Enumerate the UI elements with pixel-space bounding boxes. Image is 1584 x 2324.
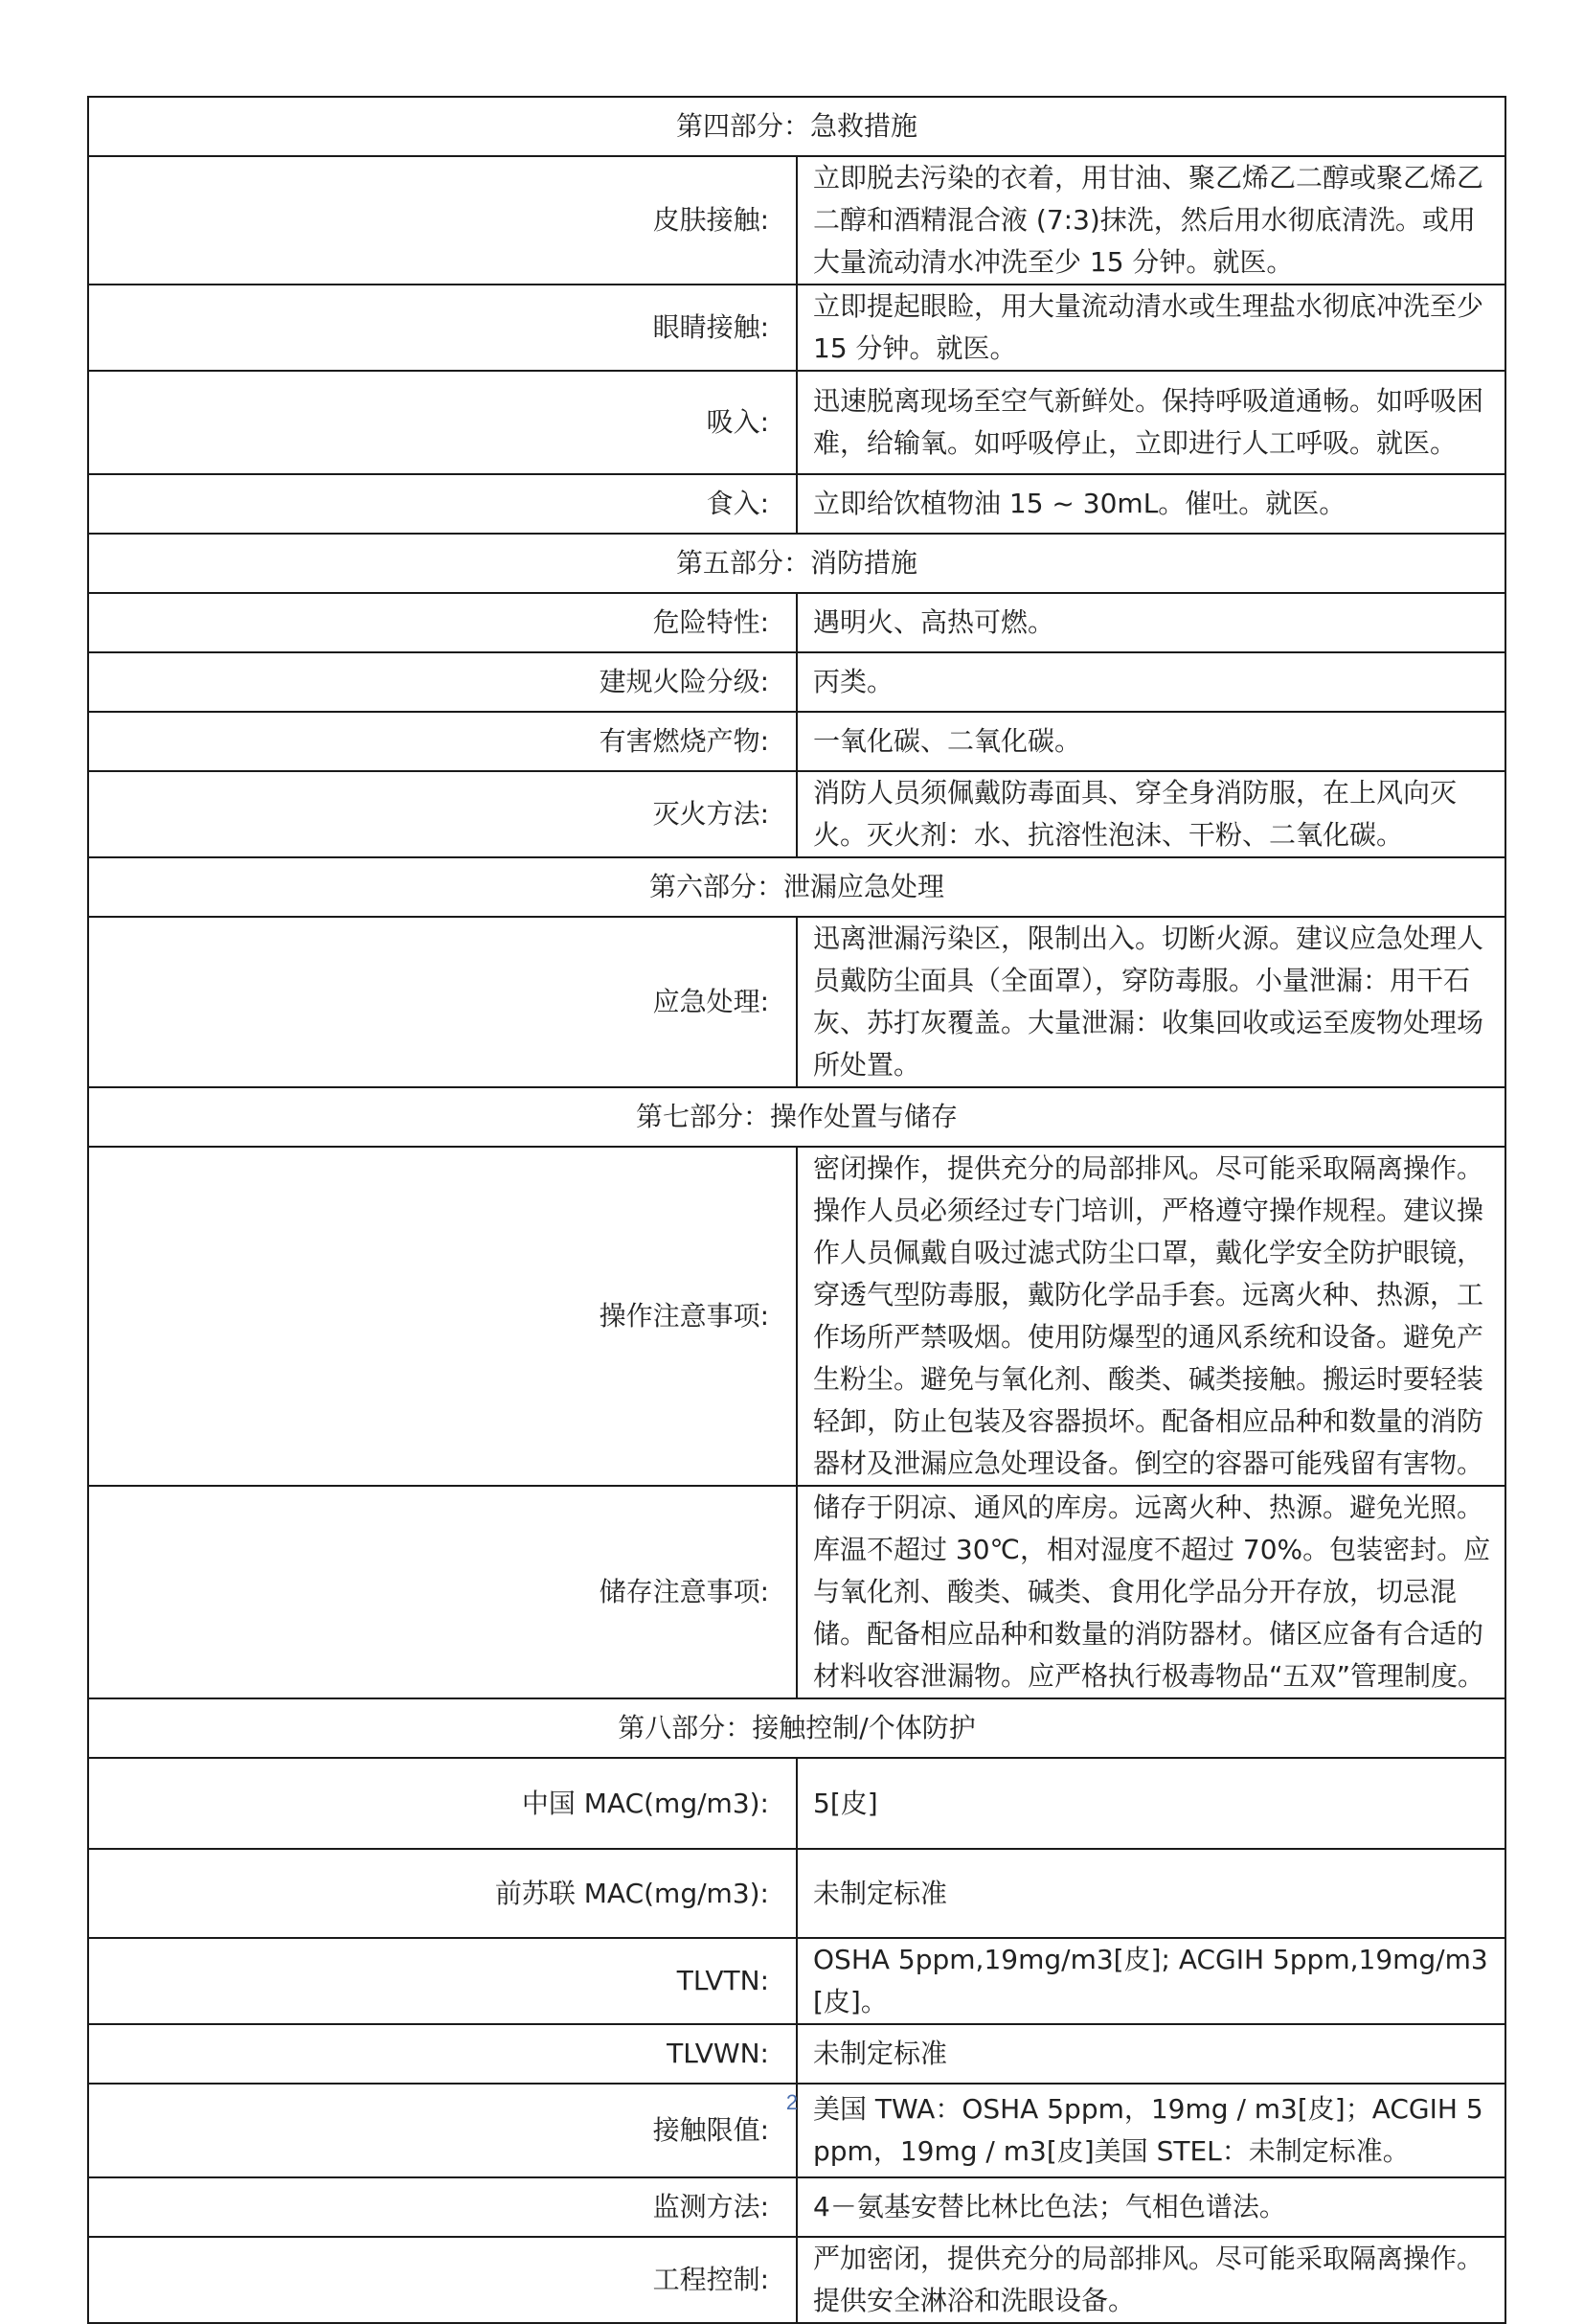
section-title: 第八部分：接触控制/个体防护	[88, 1698, 1505, 1758]
table-row	[88, 2177, 1505, 2237]
section-header-row	[88, 857, 1505, 917]
table-row	[88, 712, 1505, 771]
table-row	[88, 1147, 1505, 1486]
msds-table	[87, 96, 1506, 2324]
field-value: 丙类。	[797, 652, 1505, 712]
field-value: 未制定标准	[797, 1849, 1505, 1938]
field-label: 储存注意事项:	[88, 1486, 797, 1698]
table-row	[88, 156, 1505, 285]
table-row	[88, 771, 1505, 857]
field-value: 立即提起眼睑，用大量流动清水或生理盐水彻底冲洗至少 15 分钟。就医。	[797, 285, 1505, 371]
field-label: TLVWN:	[88, 2024, 797, 2084]
field-label: 皮肤接触:	[88, 156, 797, 285]
table-row	[88, 285, 1505, 371]
field-value: 迅离泄漏污染区，限制出入。切断火源。建议应急处理人员戴防尘面具（全面罩），穿防毒服。小量泄漏：用干石灰、苏打灰覆盖。大量泄漏：收集回收或运至废物处理场所处置。	[797, 917, 1505, 1087]
section-title: 第五部分：消防措施	[88, 534, 1505, 593]
msds-table-body	[88, 97, 1505, 2323]
field-value: 5[皮]	[797, 1758, 1505, 1849]
field-label: 工程控制:	[88, 2237, 797, 2323]
field-value: 迅速脱离现场至空气新鲜处。保持呼吸道通畅。如呼吸困难，给输氧。如呼吸停止，立即进行人工呼吸。就医。	[797, 371, 1505, 474]
field-value: 一氧化碳、二氧化碳。	[797, 712, 1505, 771]
field-value: 4－氨基安替比林比色法；气相色谱法。	[797, 2177, 1505, 2237]
field-label: 食入:	[88, 474, 797, 534]
field-value: 美国 TWA：OSHA 5ppm，19mg / m3[皮]；ACGIH 5ppm，19mg / m3[皮]美国 STEL：未制定标准。	[797, 2084, 1505, 2177]
field-value: 消防人员须佩戴防毒面具、穿全身消防服，在上风向灭火。灭火剂：水、抗溶性泡沫、干粉、二氧化碳。	[797, 771, 1505, 857]
table-row	[88, 917, 1505, 1087]
table-row	[88, 1486, 1505, 1698]
section-header-row	[88, 97, 1505, 156]
field-value: 未制定标准	[797, 2024, 1505, 2084]
page-number: 2	[785, 2090, 799, 2114]
field-label: 灭火方法:	[88, 771, 797, 857]
field-label: 接触限值:	[88, 2084, 797, 2177]
field-value: 储存于阴凉、通风的库房。远离火种、热源。避免光照。库温不超过 30℃，相对湿度不超过 70%。包装密封。应与氧化剂、酸类、碱类、食用化学品分开存放，切忌混储。配备相应品种和数量的消防器材。储区应备有合适的材料收容泄漏物。应严格执行极毒物品“五双”管理制度。	[797, 1486, 1505, 1698]
section-header-row	[88, 1698, 1505, 1758]
section-title: 第四部分：急救措施	[88, 97, 1505, 156]
table-row	[88, 2024, 1505, 2084]
field-label: 监测方法:	[88, 2177, 797, 2237]
field-value: OSHA 5ppm,19mg/m3[皮]; ACGIH 5ppm,19mg/m3[皮]。	[797, 1938, 1505, 2024]
table-row	[88, 1758, 1505, 1849]
field-value: 立即给饮植物油 15 ~ 30mL。催吐。就医。	[797, 474, 1505, 534]
field-value: 严加密闭，提供充分的局部排风。尽可能采取隔离操作。提供安全淋浴和洗眼设备。	[797, 2237, 1505, 2323]
field-label: 危险特性:	[88, 593, 797, 652]
table-row	[88, 474, 1505, 534]
table-row	[88, 371, 1505, 474]
field-value: 遇明火、高热可燃。	[797, 593, 1505, 652]
field-label: TLVTN:	[88, 1938, 797, 2024]
field-value: 立即脱去污染的衣着，用甘油、聚乙烯乙二醇或聚乙烯乙二醇和酒精混合液 (7:3)抹洗，然后用水彻底清洗。或用大量流动清水冲洗至少 15 分钟。就医。	[797, 156, 1505, 285]
section-header-row	[88, 534, 1505, 593]
section-header-row	[88, 1087, 1505, 1147]
field-label: 操作注意事项:	[88, 1147, 797, 1486]
field-label: 中国 MAC(mg/m3):	[88, 1758, 797, 1849]
table-row	[88, 593, 1505, 652]
field-label: 建规火险分级:	[88, 652, 797, 712]
field-label: 眼睛接触:	[88, 285, 797, 371]
table-row	[88, 2237, 1505, 2323]
table-row	[88, 1938, 1505, 2024]
field-value: 密闭操作，提供充分的局部排风。尽可能采取隔离操作。操作人员必须经过专门培训，严格遵守操作规程。建议操作人员佩戴自吸过滤式防尘口罩，戴化学安全防护眼镜，穿透气型防毒服，戴防化学品手套。远离火种、热源，工作场所严禁吸烟。使用防爆型的通风系统和设备。避免产生粉尘。避免与氧化剂、酸类、碱类接触。搬运时要轻装轻卸，防止包装及容器损坏。配备相应品种和数量的消防器材及泄漏应急处理设备。倒空的容器可能残留有害物。	[797, 1147, 1505, 1486]
field-label: 应急处理:	[88, 917, 797, 1087]
field-label: 前苏联 MAC(mg/m3):	[88, 1849, 797, 1938]
section-title: 第六部分：泄漏应急处理	[88, 857, 1505, 917]
table-row	[88, 1849, 1505, 1938]
section-title: 第七部分：操作处置与储存	[88, 1087, 1505, 1147]
table-row	[88, 652, 1505, 712]
field-label: 有害燃烧产物:	[88, 712, 797, 771]
field-label: 吸入:	[88, 371, 797, 474]
